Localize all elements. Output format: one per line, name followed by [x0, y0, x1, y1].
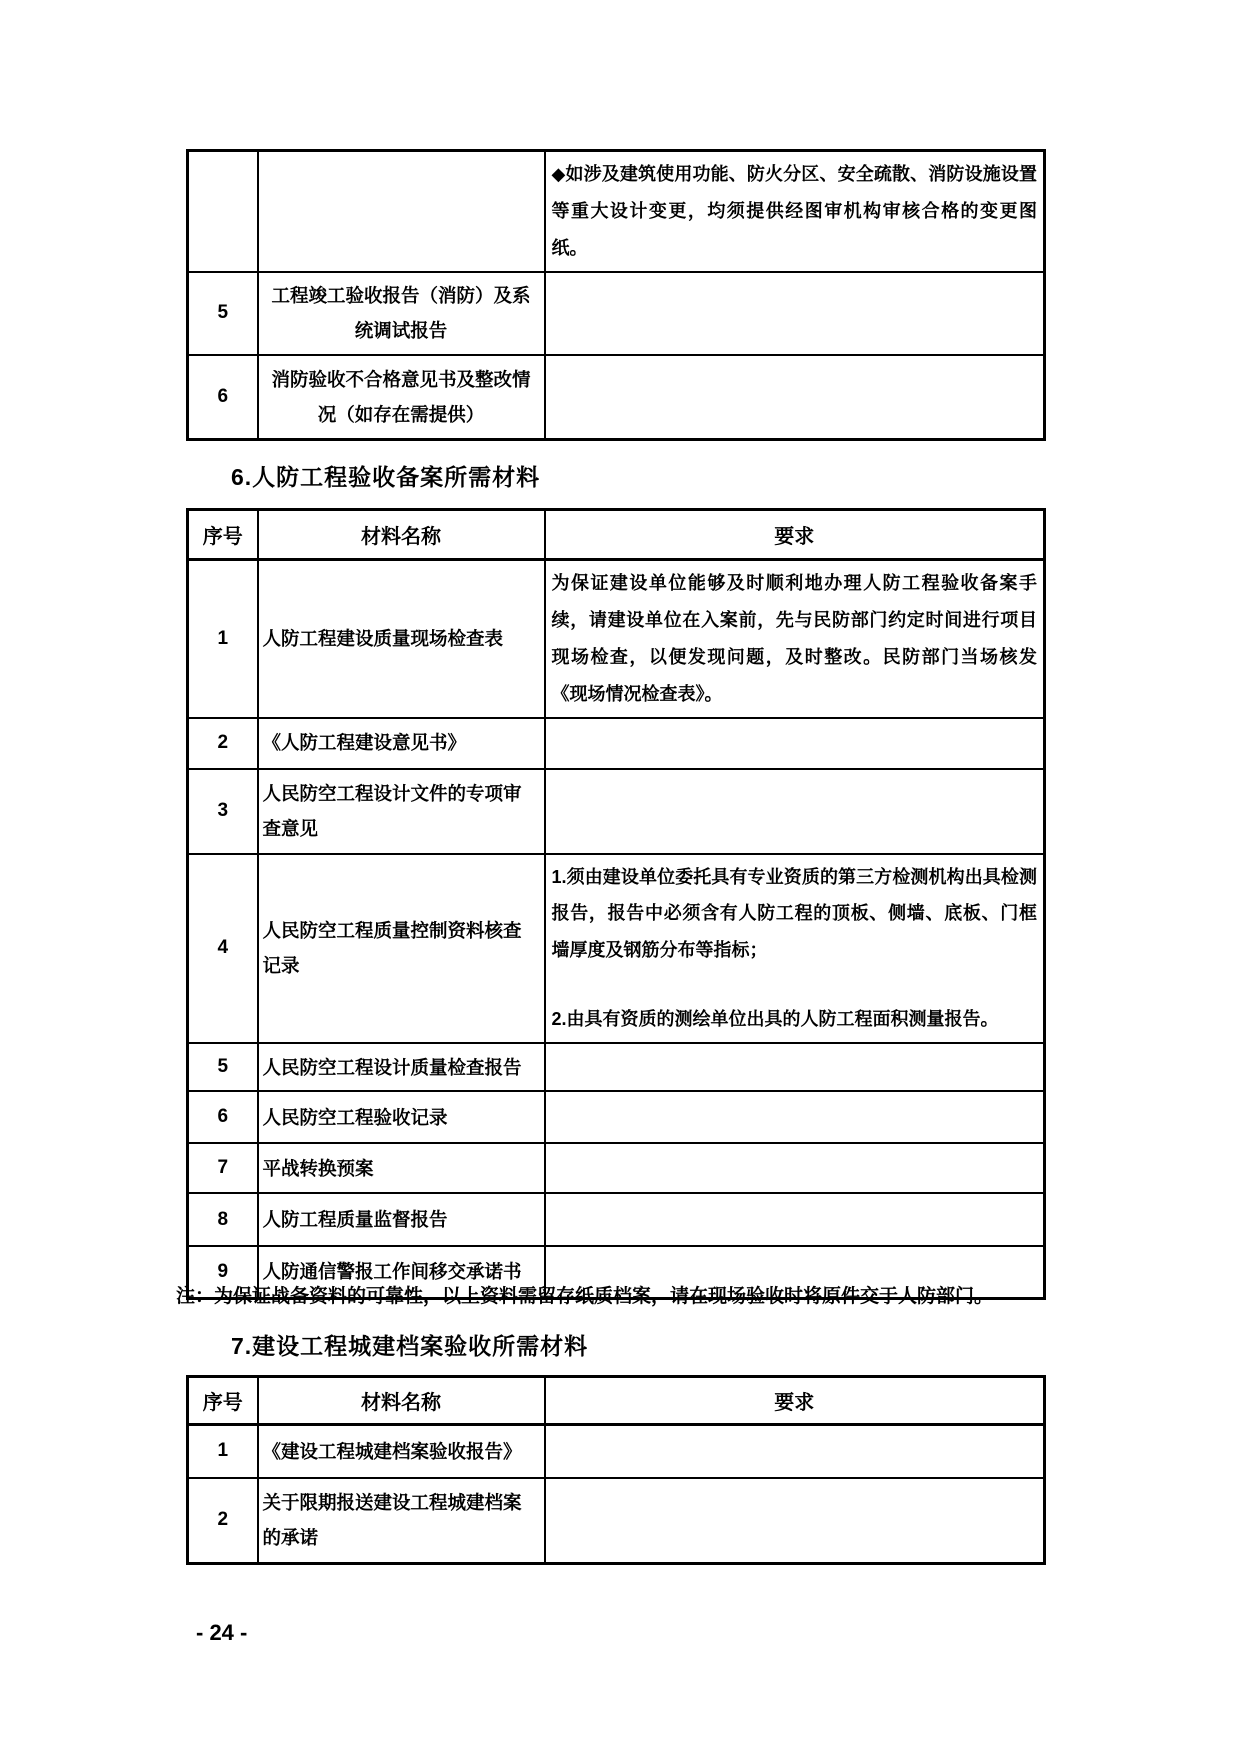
column-header-no: 序号 [188, 1377, 258, 1425]
requirement-cell: 为保证建设单位能够及时顺利地办理人防工程验收备案手续，请建设单位在入案前，先与民防部门约定时间进行项目现场检查，以便发现问题，及时整改。民防部门当场核发《现场情况检查表》。 [545, 560, 1045, 718]
row-number-cell: 9 [188, 1246, 258, 1298]
requirement-cell [545, 1193, 1045, 1246]
row-number-cell: 3 [188, 769, 258, 854]
row-number-cell: 8 [188, 1193, 258, 1246]
material-name-cell: 人防工程质量监督报告 [258, 1193, 545, 1246]
page-number: - 24 - [196, 1620, 248, 1645]
row-number-cell: 7 [188, 1143, 258, 1193]
column-header-no: 序号 [188, 510, 258, 560]
requirement-cell [545, 769, 1045, 854]
column-header-req: 要求 [545, 1377, 1045, 1425]
material-name-cell: 人民防空工程设计文件的专项审查意见 [258, 769, 545, 854]
table-row [188, 769, 1045, 854]
requirement-cell [545, 718, 1045, 769]
requirement-cell [545, 854, 1045, 1044]
table-row [188, 1091, 1045, 1143]
material-name-cell: 人防通信警报工作间移交承诺书 [258, 1246, 545, 1298]
requirement-cell: ◆如涉及建筑使用功能、防火分区、安全疏散、消防设施设置等重大设计变更，均须提供经图审机构审核合格的变更图纸。 [545, 151, 1045, 272]
requirement-item: 1.须由建设单位委托具有专业资质的第三方检测机构出具检测报告，报告中必须含有人防工程的顶板、侧墙、底板、门框墙厚度及钢筋分布等指标； [551, 866, 1037, 961]
material-name-cell [258, 151, 545, 272]
material-name-cell: 人防工程建设质量现场检查表 [258, 560, 545, 718]
table-row [188, 1425, 1045, 1478]
column-header-name: 材料名称 [258, 510, 545, 560]
material-name-cell: 《建设工程城建档案验收报告》 [258, 1425, 545, 1478]
section-6-heading: 6.人防工程验收备案所需材料 [231, 464, 541, 490]
note-text: 注：为保证战备资料的可靠性，以上资料需留存纸质档案，请在现场验收时将原件交于人防部门。 [176, 1286, 994, 1307]
material-name-cell: 人民防空工程验收记录 [258, 1091, 545, 1143]
table-row [188, 355, 1045, 440]
column-header-req: 要求 [545, 510, 1045, 560]
table-header-row [188, 510, 1045, 560]
civil-air-defense-table [186, 508, 1046, 1300]
row-number-cell: 5 [188, 1043, 258, 1091]
row-number-cell: 1 [188, 1425, 258, 1478]
column-header-name: 材料名称 [258, 1377, 545, 1425]
row-number-cell: 4 [188, 854, 258, 1044]
requirement-cell [545, 1478, 1045, 1564]
requirement-cell [545, 1425, 1045, 1478]
table-header-row [188, 1377, 1045, 1425]
material-name-cell: 消防验收不合格意见书及整改情况（如存在需提供） [258, 355, 545, 440]
table-row [188, 1143, 1045, 1193]
table-row [188, 718, 1045, 769]
row-number-cell [188, 151, 258, 272]
table-row [188, 854, 1045, 1044]
material-name-cell: 人民防空工程质量控制资料核查记录 [258, 854, 545, 1044]
row-number-cell: 1 [188, 560, 258, 718]
material-name-cell: 人民防空工程设计质量检查报告 [258, 1043, 545, 1091]
table-row [188, 1043, 1045, 1091]
material-name-cell: 工程竣工验收报告（消防）及系统调试报告 [258, 272, 545, 355]
requirement-cell [545, 1091, 1045, 1143]
table-row [188, 1193, 1045, 1246]
table-row [188, 151, 1045, 272]
requirement-cell [545, 272, 1045, 355]
row-number-cell: 6 [188, 1091, 258, 1143]
table-row [188, 1478, 1045, 1564]
table-row [188, 560, 1045, 718]
table-row [188, 272, 1045, 355]
material-name-cell: 关于限期报送建设工程城建档案的承诺 [258, 1478, 545, 1564]
requirement-cell [545, 1043, 1045, 1091]
material-name-cell: 平战转换预案 [258, 1143, 545, 1193]
section-7-heading: 7.建设工程城建档案验收所需材料 [231, 1333, 589, 1359]
row-number-cell: 2 [188, 718, 258, 769]
row-number-cell: 5 [188, 272, 258, 355]
requirement-cell [545, 355, 1045, 440]
requirement-cell [545, 1143, 1045, 1193]
urban-archive-table [186, 1375, 1046, 1565]
requirement-item: 2.由具有资质的测绘单位出具的人防工程面积测量报告。 [551, 1009, 999, 1030]
material-name-cell: 《人防工程建设意见书》 [258, 718, 545, 769]
row-number-cell: 6 [188, 355, 258, 440]
row-number-cell: 2 [188, 1478, 258, 1564]
fire-acceptance-table-continued [186, 149, 1046, 441]
